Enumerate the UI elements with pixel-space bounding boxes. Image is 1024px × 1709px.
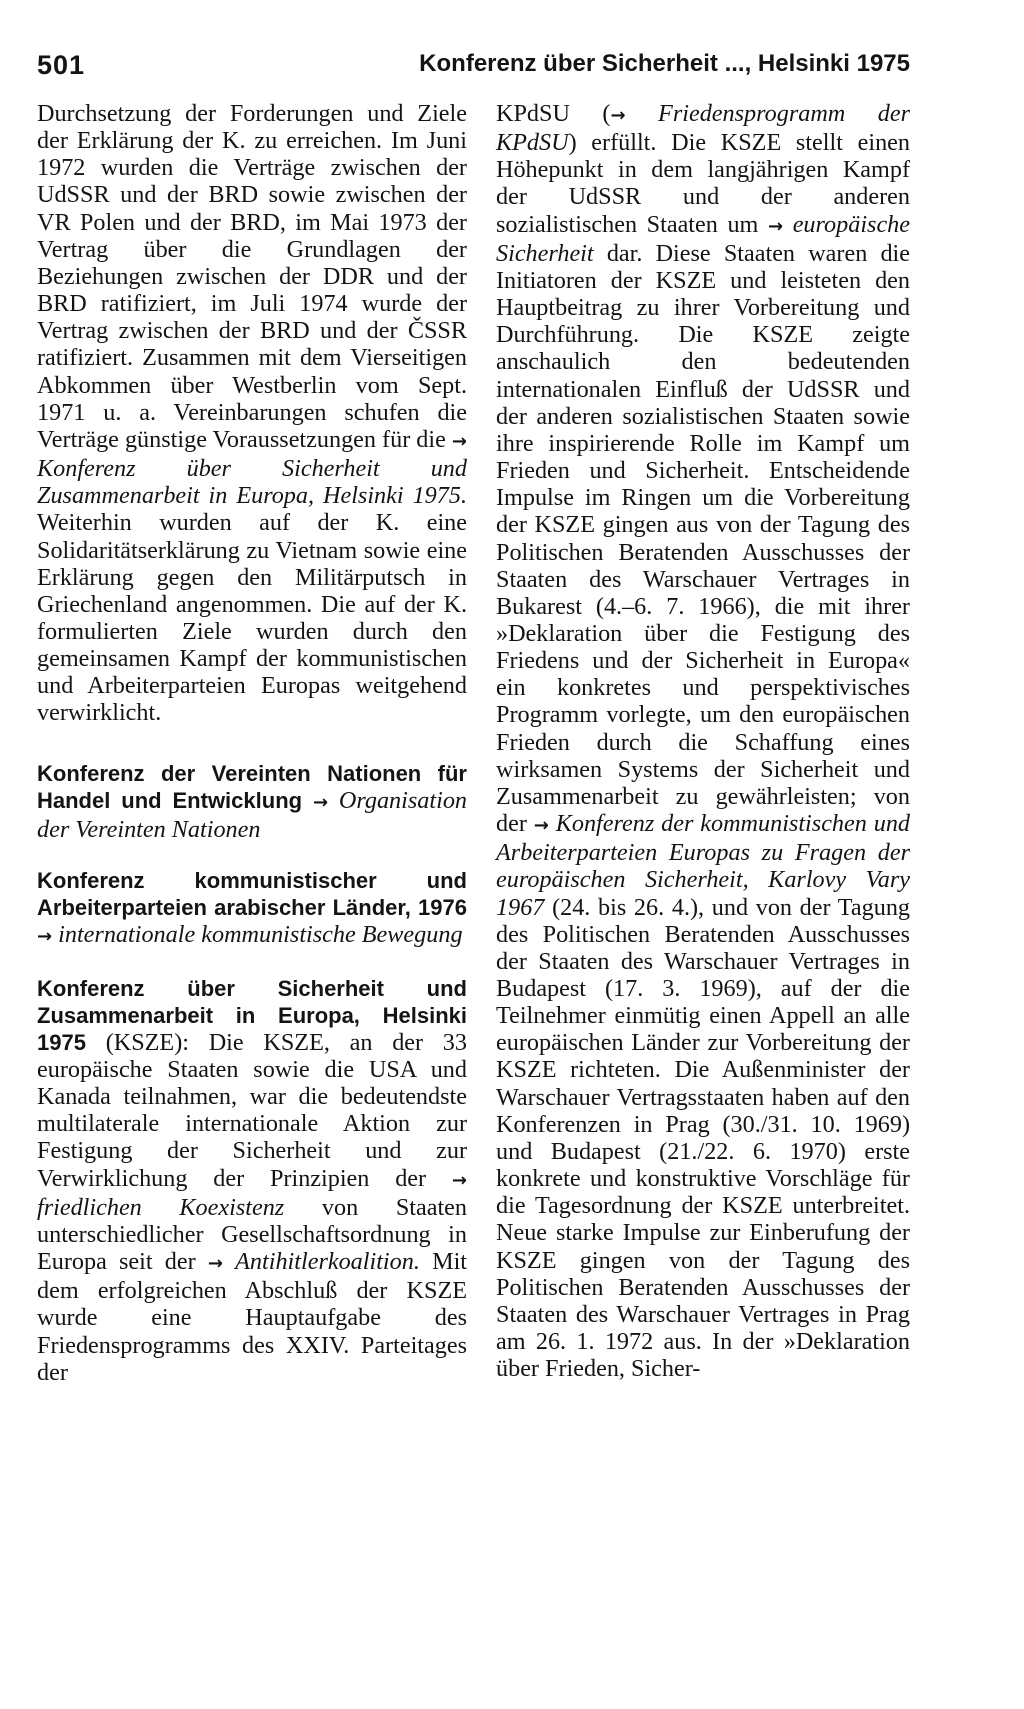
- entry-continuation-text: KPdSU (→ Friedensprogramm der KPdSU) erfüllt. Die KSZE stellt einen Höhepunkt in dem langjährigen Kampf der UdSSR und der anderen sozialistischen Staaten um → europäische Sicherheit dar. Diese Staaten waren die Initiatoren der KSZE und leisteten den Hauptbeitrag zu ihrer Vorbereitung und Durchführung. Die KSZE zeigte anschaulich den bedeutenden internationalen Einfluß der UdSSR und der anderen sozialistischen Staaten sowie ihre inspirierende Rolle im Kampf um Frieden und Sicherheit. Entscheidende Impulse im Ringen um die Vorbereitung der KSZE gingen aus von der Tagung des Politischen Beratenden Ausschusses der Staaten des Warschauer Vertrages in Bukarest (4.–6. 7. 1966), die mit ihrer »Deklaration über die Festigung des Friedens und der Sicherheit in Europa« ein konkretes und perspektivisches Programm vorlegte, um den europäischen Frieden durch die Schaffung eines wirksamen Systems der Sicherheit und Zusammenarbeit zu gewährleisten; von der → Konferenz der kommunistischen und Arbeiterparteien Europas zu Fragen der europäischen Sicherheit, Karlovy Vary 1967 (24. bis 26. 4.), und von der Tagung des Politischen Beratenden Ausschusses der Staaten des Warschauer Vertrages in Budapest (17. 3. 1969), auf der die Teilnehmer einmütig einen Appell an alle europäischen Länder zur Vorbereitung der KSZE richteten. Die Außenminister der Warschauer Vertragsstaaten haben auf den Konferenzen in Prag (30./31. 10. 1969) und Budapest (21./22. 6. 1970) erste konkrete und konstruktive Vorschläge für die Tagesordnung der KSZE unterbreitet. Neue starke Impulse zur Einberufung der KSZE gingen von der Tagung des Politischen Beratenden Ausschusses der Staaten des Warschauer Vertrages in Prag am 26. 1. 1972 aus. In der »Deklaration über Frieden, Sicher-: [496, 100, 911, 1383]
- page-header: [37, 50, 910, 90]
- left-column: [37, 100, 467, 1386]
- entry-lemma: Konferenz über Sicherheit und Zusammenarbeit in Europa, Helsinki 1975: [37, 975, 467, 1055]
- right-column: [496, 100, 910, 1382]
- cross-reference-link[interactable]: Konferenz über Sicherheit und Zusammenarbeit in Europa, Helsinki 1975.: [37, 455, 467, 510]
- entry-lemma: Konferenz der Vereinten Nationen für Handel und Entwicklung: [37, 760, 467, 813]
- cross-reference-arrow-icon: →: [451, 430, 468, 452]
- running-head: Konferenz über Sicherheit ..., Helsinki 1975: [419, 50, 910, 77]
- page-number: 501: [37, 50, 86, 80]
- cross-reference-link[interactable]: internationale kommunistische Bewegung: [58, 921, 463, 949]
- continued-entry-text: Durchsetzung der Forderungen und Ziele der Erklärung der K. zu erreichen. Im Juni 1972 wurden die Verträge zwischen der UdSSR und der BRD sowie zwischen der VR Polen und der BRD, im Mai 1973 der Vertrag über die Grundlagen der Beziehungen zwischen der DDR und der BRD ratifiziert, im Juli 1974 wurde der Vertrag zwischen der BRD und der ČSSR ratifiziert. Zusammen mit dem Vierseitigen Abkommen über Westberlin vom Sept. 1971 u. a. Vereinbarungen schufen die Verträge günstige Voraussetzungen für die → Konferenz über Sicherheit und Zusammenarbeit in Europa, Helsinki 1975. Weiterhin wurden auf der K. eine Solidaritätserklärung zu Vietnam sowie eine Erklärung gegen den Militärputsch in Griechenland angenommen. Die auf der K. formulierten Ziele wurden durch den gemeinsamen Kampf der kommunistischen und Arbeiterparteien Europas weitgehend verwirklicht.: [37, 100, 468, 727]
- dictionary-entry: Konferenz über Sicherheit und Zusammenarbeit in Europa, Helsinki 1975 (KSZE): Die KSZE, an der 33 europäische Staaten sowie die USA und Kanada teilnahmen, war die bedeutendste multilaterale internationale Aktion zur Festigung der Sicherheit und zur Verwirklichung der Prinzipien der → friedlichen Koexistenz von Staaten unterschiedlicher Gesellschaftsordnung in Europa seit der → Antihitlerkoalition. Mit dem erfolgreichen Abschluß der KSZE wurde eine Hauptaufgabe des Friedensprogramms des XXIV. Parteitages der: [37, 975, 468, 1386]
- cross-reference-arrow-icon: →: [451, 1169, 467, 1191]
- cross-reference-link[interactable]: europäische Sicherheit: [496, 210, 911, 267]
- dictionary-entry: [37, 760, 467, 843]
- cross-reference-arrow-icon: →: [767, 215, 784, 237]
- cross-reference-link[interactable]: friedlichen Koexistenz: [37, 1193, 285, 1221]
- cross-reference-link[interactable]: Organisation der Vereinten Nationen: [37, 786, 468, 843]
- entry-lemma: Konferenz kommunistischer und Arbeiterparteien arabischer Länder, 1976: [37, 868, 467, 921]
- cross-reference-arrow-icon: →: [533, 815, 549, 837]
- cross-reference-arrow-icon: →: [312, 791, 329, 813]
- cross-reference-arrow-icon: →: [610, 105, 626, 126]
- dictionary-entry: [37, 867, 467, 950]
- cross-reference-arrow-icon: →: [207, 1253, 223, 1275]
- cross-reference-arrow-icon: →: [37, 926, 53, 948]
- cross-reference-link[interactable]: Antihitlerkoalition.: [235, 1248, 420, 1276]
- cross-reference-link[interactable]: Konferenz der kommunistischen und Arbeiterparteien Europas zu Fragen der europäischen Sicherheit, Karlovy Vary 1967: [496, 810, 911, 921]
- cross-reference-link[interactable]: Friedensprogramm der KPdSU: [496, 100, 910, 157]
